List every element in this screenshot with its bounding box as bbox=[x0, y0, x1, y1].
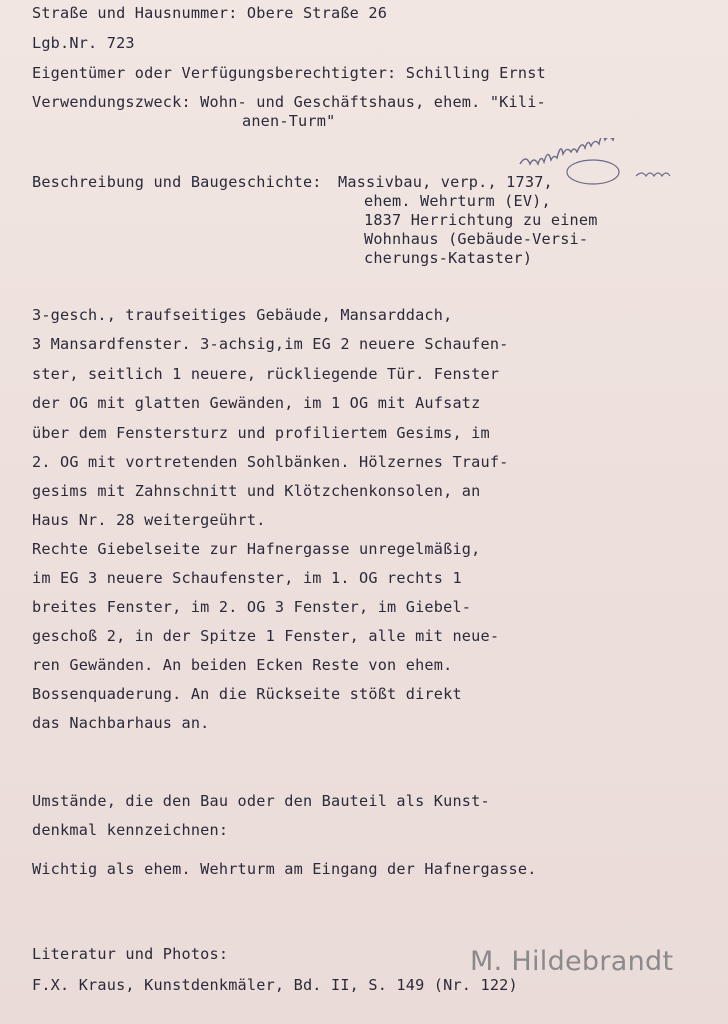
owner-line: Eigentümer oder Verfügungsberechtigter: Schilling Ernst bbox=[32, 64, 546, 82]
use-line-2: anen-Turm" bbox=[242, 112, 336, 130]
description-line-4: Wohnhaus (Gebäude-Versi- bbox=[364, 230, 589, 248]
description-line-1: Massivbau, verp., 1737, bbox=[338, 173, 553, 191]
body-line-11: breites Fenster, im 2. OG 3 Fenster, im Giebel- bbox=[32, 598, 472, 616]
body-line-4: der OG mit glatten Gewänden, im 1 OG mit Aufsatz bbox=[32, 394, 481, 412]
significance-line-2: denkmal kennzeichnen: bbox=[32, 821, 229, 839]
body-line-2: 3 Mansardfenster. 3-achsig,im EG 2 neuere Schaufen- bbox=[32, 335, 509, 353]
body-line-3: ster, seitlich 1 neuere, rückliegende Tür. Fenster bbox=[32, 365, 500, 383]
body-line-12: geschoß 2, in der Spitze 1 Fenster, alle mit neue- bbox=[32, 627, 500, 645]
body-line-10: im EG 3 neuere Schaufenster, im 1. OG rechts 1 bbox=[32, 569, 462, 587]
description-label: Beschreibung und Baugeschichte: bbox=[32, 173, 322, 191]
use-line-1: Verwendungszweck: Wohn- und Geschäftshaus, ehem. "Kili- bbox=[32, 93, 546, 111]
body-line-14: Bossenquaderung. An die Rückseite stößt direkt bbox=[32, 685, 462, 703]
body-line-6: 2. OG mit vortretenden Sohlbänken. Hölzernes Trauf- bbox=[32, 453, 509, 471]
body-line-15: das Nachbarhaus an. bbox=[32, 714, 210, 732]
literature-text: F.X. Kraus, Kunstdenkmäler, Bd. II, S. 149 (Nr. 122) bbox=[32, 976, 518, 994]
body-line-8: Haus Nr. 28 weitergeührt. bbox=[32, 511, 266, 529]
watermark-text: M. Hildebrandt bbox=[470, 946, 674, 977]
description-line-2: ehem. Wehrturm (EV), bbox=[364, 192, 551, 210]
description-line-5: cherungs-Kataster) bbox=[364, 249, 533, 267]
body-line-1: 3-gesch., traufseitiges Gebäude, Mansarddach, bbox=[32, 306, 453, 324]
address-line: Straße und Hausnummer: Obere Straße 26 bbox=[32, 4, 388, 22]
description-line-3: 1837 Herrichtung zu einem bbox=[364, 211, 598, 229]
literature-label: Literatur und Photos: bbox=[32, 945, 229, 963]
body-line-13: ren Gewänden. An beiden Ecken Reste von ehem. bbox=[32, 656, 453, 674]
body-line-7: gesims mit Zahnschnitt und Klötzchenkonsolen, an bbox=[32, 482, 481, 500]
significance-line-1: Umstände, die den Bau oder den Bauteil als Kunst- bbox=[32, 792, 490, 810]
body-line-9: Rechte Giebelseite zur Hafnergasse unregelmäßig, bbox=[32, 540, 481, 558]
body-line-5: über dem Fenstersturz und profiliertem Gesims, im bbox=[32, 424, 490, 442]
significance-text: Wichtig als ehem. Wehrturm am Eingang der Hafnergasse. bbox=[32, 860, 537, 878]
lgb-number-line: Lgb.Nr. 723 bbox=[32, 34, 135, 52]
